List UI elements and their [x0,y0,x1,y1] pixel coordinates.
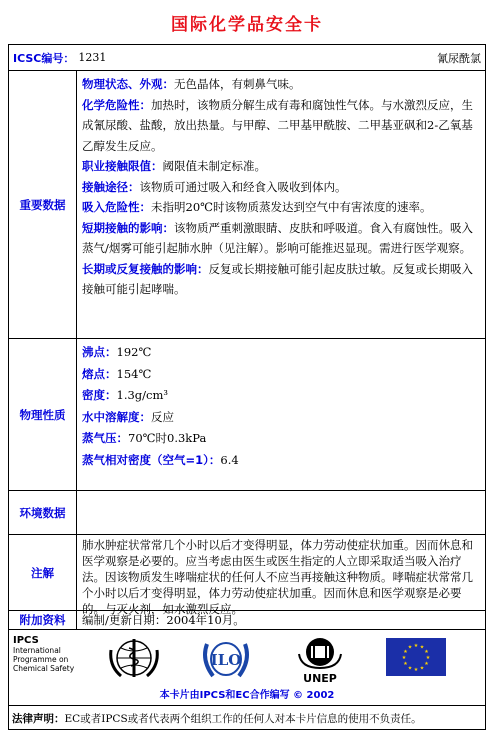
who-logo-icon [107,636,161,682]
svg-text:★: ★ [419,644,425,651]
entry-physical-state: 物理状态、外观：无色晶体，有刺鼻气味。 [82,77,301,91]
important-data-label: 重要数据 [9,71,77,338]
notes-section [9,535,485,616]
entry-density: 密度：1.3g/cm³ [82,388,168,402]
svg-text:★: ★ [419,665,425,672]
entry-melting-point: 熔点：154℃ [82,366,152,381]
svg-text:★: ★ [401,655,407,661]
important-data-content [79,71,483,338]
credit-line: 本卡片由IPCS和EC合作编写 © 2002 [159,690,335,701]
svg-text:★: ★ [407,644,413,651]
additional-info-section [9,611,485,630]
logos-section [9,630,485,706]
svg-text:★: ★ [425,655,431,661]
legal-text: EC或者IPCS或者代表两个组织工作的任何人对本卡片信息的使用不负责任。 [64,712,422,725]
legal-label: 法律声明： [12,712,65,725]
entry-vapor-density: 蒸气相对密度（空气=1）：6.4 [82,452,239,467]
svg-text:ILO: ILO [210,651,242,669]
legal-section [9,706,485,730]
notes-content: 肺水肿症状常常几个小时以后才变得明显，体力劳动使症状加重。因而休息和医学观察是必要的。应当考虑由医生或医生指定的人立即采取适当吸入治疗法。因该物质发生哮喘症状的任何人不应当再接触这种物质。哮喘症状常常几个小时以后才变得明显，体力劳动使症状加重。因而休息和医学观察是必要的。与灭火剂，如水激烈反应。 [82,538,473,616]
icsc-header-row [9,45,485,71]
unep-label: UNEP [303,672,337,685]
svg-text:★: ★ [424,661,429,667]
environmental-data-label: 环境数据 [9,491,77,534]
icsc-label: ICSC编号： [13,51,75,65]
entry-boiling-point: 沸点：192℃ [82,345,152,359]
svg-text:★: ★ [424,649,429,655]
environmental-data-content [79,491,483,534]
svg-text:★: ★ [403,661,408,667]
ilo-logo-icon [199,636,253,682]
environmental-data-section [9,491,485,535]
important-data-section [9,71,485,339]
unep-label-wrap [293,638,347,688]
eu-flag-icon [386,638,446,676]
physical-properties-content [79,339,483,490]
entry-long-term-effects: 长期或反复接触的影响：反复或长期接触可能引起皮肤过敏。反复或长期吸入接触可能引起哮喘。 [82,261,473,296]
additional-info-label: 附加资料 [9,611,77,629]
additional-info-content: 编制/更新日期：2004年10月。 [82,613,245,627]
entry-short-term-effects: 短期接触的影响：该物质严重刺激眼睛、皮肤和呼吸道。食入有腐蚀性。吸入蒸气/烟雾可能引起肺水肿（见注解）。影响可能推迟显现。需进行医学观察。 [82,220,473,255]
entry-exposure-limit: 职业接触限值：阈限值未制定标准。 [82,159,266,173]
icsc-number: 1231 [78,51,107,64]
card-title: 国际化学品安全卡 [171,15,323,35]
entry-water-solubility: 水中溶解度：反应 [82,409,174,424]
notes-label: 注解 [9,535,77,610]
entry-exposure-route: 接触途径：该物质可通过吸入和经食入吸收到体内。 [82,179,347,194]
physical-properties-section [9,339,485,491]
ipcs-text-logo: IPCS International Programme on Chemical Safety [13,635,75,673]
chemical-name: 氰尿酰氯 [437,51,481,65]
entry-chemical-hazard: 化学危险性：加热时，该物质分解生成有毒和腐蚀性气体。与水激烈反应，生成氰尿酸、盐酸，放出热量。与甲醇、二甲基甲酰胺、二甲基亚砜和2-乙氧基乙醇发生反应。 [82,97,473,153]
entry-inhalation-risk: 吸入危险性：未指明20℃时该物质蒸发达到空气中有害浓度的速率。 [82,200,432,214]
entry-vapor-pressure: 蒸气压：70℃时0.3kPa [82,431,207,445]
svg-text:★: ★ [413,643,419,649]
svg-text:★: ★ [403,649,408,655]
svg-text:★: ★ [413,667,419,673]
svg-text:★: ★ [407,665,413,672]
safety-card [8,44,486,730]
physical-properties-label: 物理性质 [9,339,77,490]
